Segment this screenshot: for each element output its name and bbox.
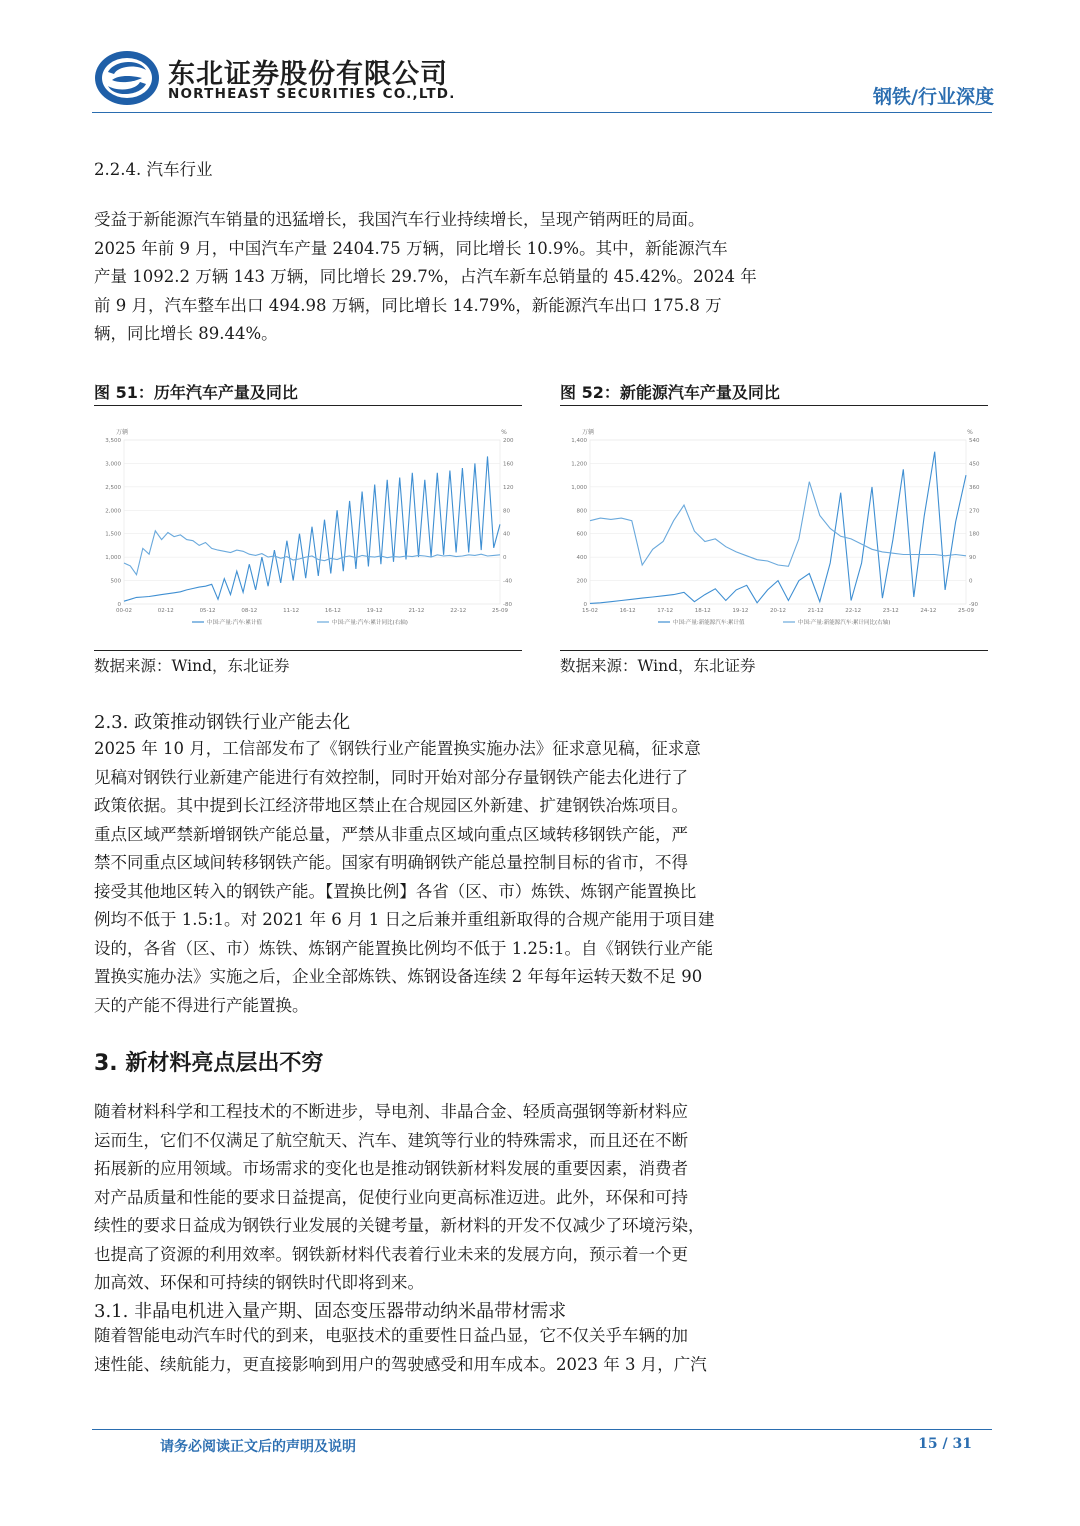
- x-tick-label: 08-12: [241, 608, 258, 614]
- figure-52-chart-area: [560, 418, 988, 633]
- left-tick-label: 1,000: [105, 555, 121, 562]
- footer-divider: [92, 1429, 992, 1430]
- right-tick-label: 180: [969, 531, 980, 538]
- x-tick-label: 05-12: [199, 608, 216, 614]
- paragraph-line: 也提高了资源的利用效率。钢铁新材料代表着行业未来的发展方向，预示着一个更: [94, 1244, 688, 1264]
- right-tick-label: -90: [969, 602, 978, 608]
- x-tick-label: 18-12: [694, 608, 711, 614]
- left-tick-label: 400: [576, 555, 587, 562]
- x-tick-label: 24-12: [920, 608, 937, 614]
- left-tick-label: 0: [583, 602, 587, 608]
- left-tick-label: 1,400: [571, 438, 587, 444]
- right-tick-label: 270: [969, 508, 980, 515]
- paragraph-line: 拓展新的应用领域。市场需求的变化也是推动钢铁新材料发展的重要因素，消费者: [94, 1159, 688, 1178]
- right-tick-label: 200: [503, 438, 514, 444]
- paragraph-line: 速性能、续航能力，更直接影响到用户的驾驶感受和用车成本。2023 年 3 月，广汽: [94, 1354, 707, 1374]
- left-tick-label: 0: [117, 602, 121, 608]
- legend-label: 中国:产量:新能源汽车:累计值: [673, 620, 745, 626]
- company-name-cn: 东北证券股份有限公司: [168, 59, 448, 90]
- right-tick-label: 450: [969, 461, 980, 468]
- right-tick-label: 360: [969, 484, 980, 491]
- x-tick-label: 16-12: [324, 608, 341, 614]
- right-tick-label: 80: [503, 508, 510, 515]
- figure-51-chart: [94, 418, 522, 633]
- x-tick-label: 02-12: [157, 608, 174, 614]
- section-224-heading: 2.2.4. 汽车行业: [94, 160, 213, 179]
- figure-52-title: 图 52：新能源汽车产量及同比: [560, 383, 780, 402]
- left-axis-unit: 万辆: [581, 429, 595, 436]
- paragraph-line: 见稿对钢铁行业新建产能进行有效控制，同时开始对部分存量钢铁产能去化进行了: [94, 767, 688, 787]
- figure-51-bottom-rule: [94, 650, 522, 651]
- right-tick-label: 160: [503, 461, 514, 468]
- left-tick-label: 1,500: [105, 531, 121, 538]
- section-3-paragraph: [94, 1098, 778, 1298]
- left-tick-label: 3,500: [105, 438, 121, 444]
- plot-area: [124, 440, 500, 604]
- figure-51-source: 数据来源：Wind，东北证券: [94, 657, 290, 675]
- paragraph-line: 置换实施办法》实施之后，企业全部炼铁、炼钢设备连续 2 年每年运转天数不足 90: [94, 967, 703, 986]
- left-tick-label: 2,000: [105, 508, 121, 515]
- logo-mark-icon: [94, 50, 160, 106]
- left-tick-label: 600: [576, 531, 587, 538]
- right-axis-unit: %: [501, 429, 507, 436]
- figure-52-top-rule: [560, 405, 988, 406]
- paragraph-line: 对产品质量和性能的要求日益提高，促使行业向更高标准迈进。此外，环保和可持: [94, 1187, 688, 1207]
- x-tick-label: 15-02: [582, 608, 598, 614]
- legend-label: 中国:产量:汽车:累计值: [207, 620, 263, 626]
- paragraph-line: 例均不低于 1.5:1。对 2021 年 6 月 1 日之后兼并重组新取得的合规产能用于项目建: [94, 910, 715, 929]
- left-tick-label: 2,500: [105, 484, 121, 491]
- x-tick-label: 19-12: [366, 608, 383, 614]
- report-category: 钢铁/行业深度: [873, 86, 994, 108]
- legend-label: 中国:产量:汽车:累计同比(右轴): [332, 620, 408, 626]
- left-tick-label: 200: [576, 578, 587, 585]
- x-tick-label: 23-12: [882, 608, 899, 614]
- x-tick-label: 16-12: [619, 608, 636, 614]
- company-logo: [94, 50, 160, 106]
- paragraph-line: 辆，同比增长 89.44%。: [94, 324, 278, 343]
- x-tick-label: 19-12: [732, 608, 749, 614]
- section-23-heading: 2.3. 政策推动钢铁行业产能去化: [94, 712, 351, 733]
- section-31-paragraph: [94, 1322, 778, 1379]
- footer-disclaimer: 请务必阅读正文后的声明及说明: [160, 1439, 356, 1455]
- left-axis-unit: 万辆: [115, 429, 129, 436]
- paragraph-line: 禁不同重点区域间转移钢铁产能。国家有明确钢铁产能总量控制目标的省市，不得: [94, 853, 688, 872]
- plot-area: [590, 440, 966, 604]
- paragraph-line: 2025 年 10 月，工信部发布了《钢铁行业产能置换实施办法》征求意见稿，征求意: [94, 739, 701, 758]
- paragraph-line: 产量 1092.2 万辆 143 万辆，同比增长 29.7%，占汽车新车总销量的 45.42%。2024 年: [94, 267, 757, 286]
- x-tick-label: 22-12: [450, 608, 467, 614]
- section-224-paragraph: [94, 206, 778, 349]
- figure-51-title: 图 51：历年汽车产量及同比: [94, 383, 298, 402]
- left-tick-label: 800: [576, 508, 587, 515]
- paragraph-line: 加高效、环保和可持续的钢铁时代即将到来。: [94, 1273, 424, 1292]
- figure-52-source: 数据来源：Wind，东北证券: [560, 657, 756, 675]
- right-tick-label: 40: [503, 531, 510, 538]
- right-tick-label: 90: [969, 555, 976, 562]
- paragraph-line: 受益于新能源汽车销量的迅猛增长，我国汽车行业持续增长，呈现产销两旺的局面。: [94, 210, 705, 229]
- paragraph-line: 前 9 月，汽车整车出口 494.98 万辆，同比增长 14.79%，新能源汽车出口 175.8 万: [94, 295, 722, 315]
- x-tick-label: 21-12: [807, 608, 824, 614]
- right-tick-label: 0: [503, 555, 507, 562]
- paragraph-line: 重点区域严禁新增钢铁产能总量，严禁从非重点区域向重点区域转移钢铁产能，严: [94, 824, 688, 844]
- paragraph-line: 设的，各省（区、市）炼铁、炼钢产能置换比例均不低于 1.25:1。自《钢铁行业产能: [94, 938, 714, 958]
- paragraph-line: 天的产能不得进行产能置换。: [94, 995, 309, 1015]
- x-tick-label: 22-12: [845, 608, 862, 614]
- x-tick-label: 17-12: [657, 608, 674, 614]
- section-23-paragraph: [94, 735, 778, 1020]
- figure-51-top-rule: [94, 405, 522, 406]
- x-tick-label: 00-02: [116, 608, 132, 614]
- paragraph-line: 接受其他地区转入的钢铁产能。【置换比例】各省（区、市）炼铁、炼钢产能置换比: [94, 881, 697, 901]
- x-tick-label: 25-09: [492, 608, 508, 614]
- right-tick-label: 120: [503, 484, 514, 491]
- figure-51-chart-area: [94, 418, 522, 633]
- left-tick-label: 3,000: [105, 461, 121, 468]
- right-axis-unit: %: [967, 429, 973, 436]
- x-tick-label: 20-12: [770, 608, 786, 614]
- paragraph-line: 政策依据。其中提到长江经济带地区禁止在合规园区外新建、扩建钢铁冶炼项目。: [94, 796, 688, 815]
- page-number: 15 / 31: [918, 1436, 972, 1452]
- right-tick-label: 540: [969, 438, 980, 444]
- left-tick-label: 500: [110, 578, 121, 585]
- paragraph-line: 随着智能电动汽车时代的到来，电驱技术的重要性日益凸显，它不仅关乎车辆的加: [94, 1326, 688, 1345]
- right-tick-label: -40: [503, 578, 512, 585]
- section-31-heading: 3.1. 非晶电机进入量产期、固态变压器带动纳米晶带材需求: [94, 1301, 567, 1322]
- figure-52-bottom-rule: [560, 650, 988, 651]
- x-tick-label: 21-12: [408, 608, 425, 614]
- section-3-heading: 3. 新材料亮点层出不穷: [94, 1051, 324, 1076]
- legend-label: 中国:产量:新能源汽车:累计同比(右轴): [798, 620, 891, 626]
- paragraph-line: 续性的要求日益成为钢铁行业发展的关键考量，新材料的开发不仅减少了环境污染，: [94, 1216, 705, 1235]
- paragraph-line: 运而生，它们不仅满足了航空航天、汽车、建筑等行业的特殊需求，而且还在不断: [94, 1130, 688, 1150]
- figure-52-chart: [560, 418, 988, 633]
- right-tick-label: -80: [503, 602, 512, 608]
- left-tick-label: 1,200: [571, 461, 587, 468]
- left-tick-label: 1,000: [571, 484, 587, 491]
- right-tick-label: 0: [969, 578, 973, 585]
- header-divider: [92, 112, 992, 113]
- company-name-en: NORTHEAST SECURITIES CO.,LTD.: [168, 86, 456, 102]
- paragraph-line: 随着材料科学和工程技术的不断进步，导电剂、非晶合金、轻质高强钢等新材料应: [94, 1102, 688, 1121]
- x-tick-label: 25-09: [958, 608, 974, 614]
- paragraph-line: 2025 年前 9 月，中国汽车产量 2404.75 万辆，同比增长 10.9%。其中，新能源汽车: [94, 238, 728, 258]
- x-tick-label: 11-12: [283, 608, 300, 614]
